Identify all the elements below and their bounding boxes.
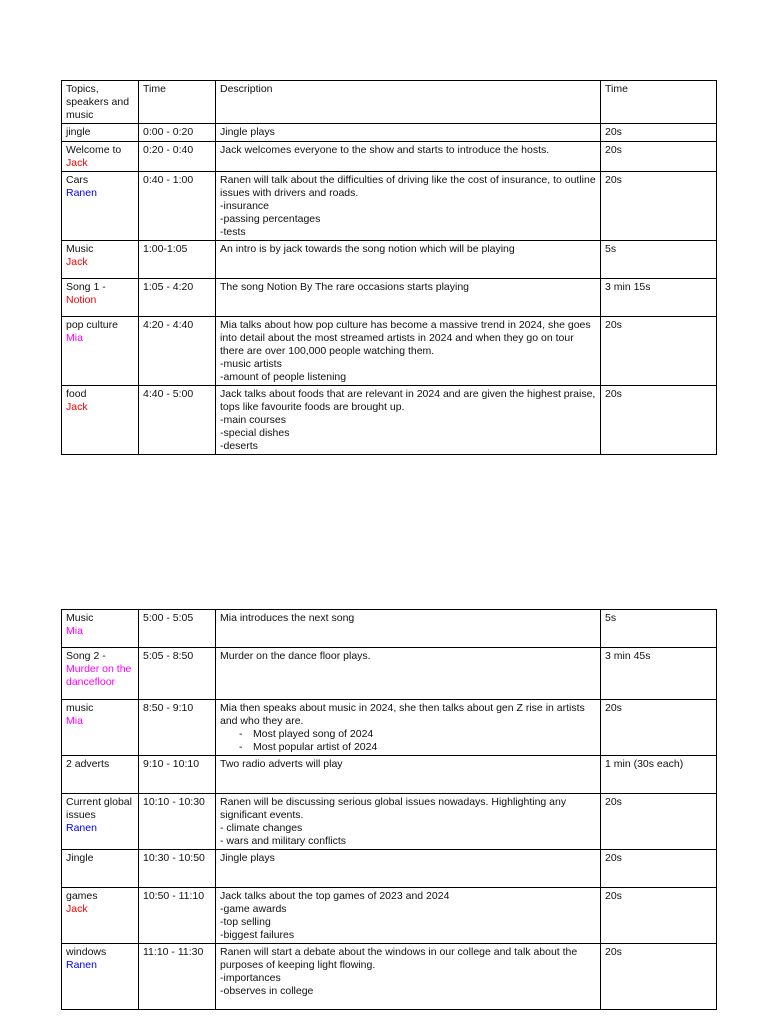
speaker-name: Jack <box>66 401 88 413</box>
topic-label: Cars <box>66 174 89 186</box>
description-line: Ranen will talk about the difficulties of driving like the cost of insurance, to outline issues with drivers and roads. <box>220 174 596 199</box>
description-cell <box>216 317 601 386</box>
duration-cell: 20s <box>601 124 717 142</box>
speaker-name: Mia <box>66 715 83 727</box>
description-line: An intro is by jack towards the song notion which will be playing <box>220 243 515 255</box>
description-cell <box>216 700 601 756</box>
table-row <box>62 172 717 241</box>
description-line: The song Notion By The rare occasions starts playing <box>220 281 470 293</box>
description-line: -biggest failures <box>220 929 295 941</box>
header-duration: Time <box>601 81 717 124</box>
header-topics: Topics, speakers and music <box>62 81 139 124</box>
header-row <box>62 81 717 124</box>
topic-cell <box>62 850 139 888</box>
table-row <box>62 142 717 172</box>
bullet-item <box>220 728 596 741</box>
table-row <box>62 279 717 317</box>
description-cell <box>216 124 601 142</box>
description-cell <box>216 794 601 850</box>
description-line: - climate changes <box>220 822 303 834</box>
time-cell: 1:00-1:05 <box>139 241 216 279</box>
description-line: Jingle plays <box>220 126 275 138</box>
topic-cell <box>62 756 139 794</box>
topic-cell <box>62 888 139 944</box>
description-cell <box>216 944 601 1010</box>
time-cell: 5:05 - 8:50 <box>139 648 216 700</box>
description-line: Jack talks about the top games of 2023 and 2024 <box>220 890 450 902</box>
duration-cell: 20s <box>601 386 717 455</box>
duration-cell: 3 min 45s <box>601 648 717 700</box>
topic-label: Song 2 - <box>66 650 106 662</box>
description-cell <box>216 850 601 888</box>
speaker-name: Jack <box>66 903 88 915</box>
header-description: Description <box>216 81 601 124</box>
description-line: Ranen will start a debate about the windows in our college and talk about the purposes of keeping light flowing. <box>220 946 578 971</box>
topic-cell <box>62 648 139 700</box>
topic-label: Music <box>66 612 94 624</box>
header-time: Time <box>139 81 216 124</box>
topic-label: Music <box>66 243 94 255</box>
description-line: -observes in college <box>220 985 314 997</box>
duration-cell: 20s <box>601 794 717 850</box>
topic-cell <box>62 124 139 142</box>
description-line: Mia introduces the next song <box>220 612 355 624</box>
time-cell: 8:50 - 9:10 <box>139 700 216 756</box>
time-cell: 9:10 - 10:10 <box>139 756 216 794</box>
duration-cell: 20s <box>601 944 717 1010</box>
description-cell <box>216 610 601 648</box>
table-row <box>62 944 717 1010</box>
topic-cell <box>62 172 139 241</box>
description-line: - wars and military conflicts <box>220 835 347 847</box>
table-row <box>62 648 717 700</box>
table-row <box>62 610 717 648</box>
duration-cell: 1 min (30s each) <box>601 756 717 794</box>
time-cell: 5:00 - 5:05 <box>139 610 216 648</box>
topic-label: jingle <box>66 126 91 138</box>
table-row <box>62 386 717 455</box>
description-line: Ranen will be discussing serious global issues nowadays. Highlighting any significant events. <box>220 796 567 821</box>
description-line: -amount of people listening <box>220 371 347 383</box>
time-cell: 1:05 - 4:20 <box>139 279 216 317</box>
description-cell <box>216 241 601 279</box>
speaker-name: Notion <box>66 294 97 306</box>
table-row <box>62 794 717 850</box>
time-cell: 0:40 - 1:00 <box>139 172 216 241</box>
table-row <box>62 317 717 386</box>
bullet-item <box>220 741 596 754</box>
time-cell: 10:50 - 11:10 <box>139 888 216 944</box>
description-cell <box>216 648 601 700</box>
description-line: -main courses <box>220 414 286 426</box>
description-line: -top selling <box>220 916 271 928</box>
description-line: Jack welcomes everyone to the show and starts to introduce the hosts. <box>220 144 550 156</box>
speaker-name: Mia <box>66 332 83 344</box>
topic-cell <box>62 317 139 386</box>
duration-cell: 5s <box>601 610 717 648</box>
speaker-name: Mia <box>66 625 83 637</box>
description-line: -importances <box>220 972 281 984</box>
duration-cell: 20s <box>601 172 717 241</box>
description-line: -insurance <box>220 200 270 212</box>
schedule-table-2 <box>61 609 717 1010</box>
description-line: Mia then speaks about music in 2024, she then talks about gen Z rise in artists and who they are. <box>220 702 585 727</box>
table-row <box>62 756 717 794</box>
description-line: -music artists <box>220 358 282 370</box>
table-row <box>62 888 717 944</box>
topic-label: Current global issues <box>66 796 132 821</box>
description-line: Jingle plays <box>220 852 275 864</box>
duration-cell: 5s <box>601 241 717 279</box>
topic-cell <box>62 241 139 279</box>
topic-label: pop culture <box>66 319 118 331</box>
description-cell <box>216 172 601 241</box>
speaker-name: Jack <box>66 157 88 169</box>
topic-label: 2 adverts <box>66 758 110 770</box>
time-cell: 0:00 - 0:20 <box>139 124 216 142</box>
description-line: -deserts <box>220 440 258 452</box>
table-row <box>62 241 717 279</box>
description-line: -game awards <box>220 903 287 915</box>
description-cell <box>216 279 601 317</box>
speaker-name: Murder on the dancefloor <box>66 663 132 688</box>
duration-cell: 20s <box>601 888 717 944</box>
topic-label: music <box>66 702 94 714</box>
duration-cell: 20s <box>601 700 717 756</box>
topic-cell <box>62 794 139 850</box>
topic-label: food <box>66 388 87 400</box>
duration-cell: 20s <box>601 850 717 888</box>
description-line: Murder on the dance floor plays. <box>220 650 371 662</box>
speaker-name: Jack <box>66 256 88 268</box>
topic-cell <box>62 142 139 172</box>
topic-label: games <box>66 890 98 902</box>
description-cell <box>216 888 601 944</box>
topic-cell <box>62 386 139 455</box>
description-cell <box>216 142 601 172</box>
speaker-name: Ranen <box>66 959 97 971</box>
speaker-name: Ranen <box>66 822 97 834</box>
duration-cell: 3 min 15s <box>601 279 717 317</box>
description-line: Two radio adverts will play <box>220 758 343 770</box>
topic-cell <box>62 944 139 1010</box>
time-cell: 0:20 - 0:40 <box>139 142 216 172</box>
table-row <box>62 124 717 142</box>
speaker-name: Ranen <box>66 187 97 199</box>
topic-label: Jingle <box>66 852 94 864</box>
topic-label: Welcome to <box>66 144 122 156</box>
topic-label: Song 1 - <box>66 281 106 293</box>
description-cell <box>216 756 601 794</box>
topic-cell <box>62 610 139 648</box>
bullet-text: Most popular artist of 2024 <box>253 741 378 753</box>
table-row <box>62 850 717 888</box>
duration-cell: 20s <box>601 317 717 386</box>
time-cell: 4:40 - 5:00 <box>139 386 216 455</box>
topic-cell <box>62 279 139 317</box>
description-line: -tests <box>220 226 246 238</box>
description-line: Jack talks about foods that are relevant in 2024 and are given the highest praise, tops like favourite foods are brought up. <box>220 388 596 413</box>
time-cell: 10:10 - 10:30 <box>139 794 216 850</box>
description-line: -special dishes <box>220 427 290 439</box>
time-cell: 4:20 - 4:40 <box>139 317 216 386</box>
time-cell: 11:10 - 11:30 <box>139 944 216 1010</box>
time-cell: 10:30 - 10:50 <box>139 850 216 888</box>
description-cell <box>216 386 601 455</box>
topic-label: windows <box>66 946 107 958</box>
topic-cell <box>62 700 139 756</box>
duration-cell: 20s <box>601 142 717 172</box>
description-line: Mia talks about how pop culture has become a massive trend in 2024, she goes into detail about the most streamed artists in 2024 and when they go on tour there are over 100,000 people watching them. <box>220 319 591 357</box>
bullet-text: Most played song of 2024 <box>253 728 374 740</box>
description-line: -passing percentages <box>220 213 321 225</box>
table-row <box>62 700 717 756</box>
schedule-table-1 <box>61 80 717 455</box>
